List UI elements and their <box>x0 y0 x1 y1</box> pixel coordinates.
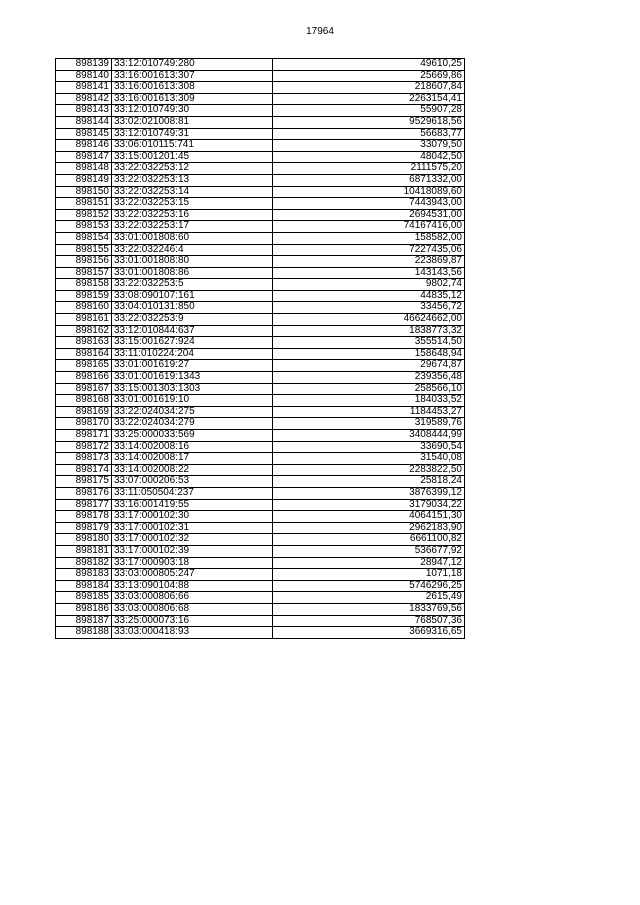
row-id-cell: 898142 <box>56 93 112 105</box>
value-cell: 7443943,00 <box>273 198 465 210</box>
cadastral-number-cell: 33:14:002008:22 <box>112 464 273 476</box>
table-row <box>56 360 465 372</box>
cadastral-number-cell: 33:25:000073:16 <box>112 615 273 627</box>
table-row <box>56 198 465 210</box>
row-id-cell: 898185 <box>56 592 112 604</box>
row-id-cell: 898173 <box>56 453 112 465</box>
row-id-cell: 898169 <box>56 406 112 418</box>
row-id-cell: 898174 <box>56 464 112 476</box>
cadastral-number-cell: 33:22:032253:15 <box>112 198 273 210</box>
page-number: 17964 <box>306 26 334 37</box>
table-row <box>56 557 465 569</box>
row-id-cell: 898165 <box>56 360 112 372</box>
cadastral-number-cell: 33:14:002008:16 <box>112 441 273 453</box>
table-row <box>56 441 465 453</box>
cadastral-number-cell: 33:03:000806:66 <box>112 592 273 604</box>
row-id-cell: 898139 <box>56 59 112 71</box>
row-id-cell: 898178 <box>56 511 112 523</box>
table-row <box>56 82 465 94</box>
cadastral-number-cell: 33:22:032253:5 <box>112 279 273 291</box>
cadastral-number-cell: 33:16:001613:309 <box>112 93 273 105</box>
data-table <box>55 58 465 639</box>
cadastral-number-cell: 33:17:000102:32 <box>112 534 273 546</box>
value-cell: 2263154,41 <box>273 93 465 105</box>
row-id-cell: 898167 <box>56 383 112 395</box>
row-id-cell: 898161 <box>56 314 112 326</box>
cadastral-number-cell: 33:11:010224:204 <box>112 348 273 360</box>
row-id-cell: 898166 <box>56 372 112 384</box>
cadastral-number-cell: 33:22:032253:17 <box>112 221 273 233</box>
table-row <box>56 337 465 349</box>
value-cell: 1184453,27 <box>273 406 465 418</box>
cadastral-number-cell: 33:17:000903:18 <box>112 557 273 569</box>
cadastral-number-cell: 33:01:001808:86 <box>112 267 273 279</box>
cadastral-number-cell: 33:16:001419:55 <box>112 499 273 511</box>
cadastral-number-cell: 33:07:000206:53 <box>112 476 273 488</box>
cadastral-number-cell: 33:11:050504:237 <box>112 487 273 499</box>
row-id-cell: 898186 <box>56 603 112 615</box>
cadastral-number-cell: 33:03:000418:93 <box>112 627 273 639</box>
cadastral-number-cell: 33:01:001808:60 <box>112 232 273 244</box>
row-id-cell: 898179 <box>56 522 112 534</box>
row-id-cell: 898150 <box>56 186 112 198</box>
cadastral-number-cell: 33:12:010844:637 <box>112 325 273 337</box>
cadastral-number-cell: 33:12:010749:280 <box>112 59 273 71</box>
cadastral-number-cell: 33:03:000805:247 <box>112 569 273 581</box>
table-row <box>56 232 465 244</box>
value-cell: 31540,08 <box>273 453 465 465</box>
value-cell: 768507,36 <box>273 615 465 627</box>
cadastral-number-cell: 33:14:002008:17 <box>112 453 273 465</box>
row-id-cell: 898156 <box>56 256 112 268</box>
value-cell: 223869,87 <box>273 256 465 268</box>
value-cell: 158582,00 <box>273 232 465 244</box>
cadastral-number-cell: 33:22:024034:279 <box>112 418 273 430</box>
value-cell: 1071,18 <box>273 569 465 581</box>
row-id-cell: 898155 <box>56 244 112 256</box>
value-cell: 1833769,56 <box>273 603 465 615</box>
value-cell: 9802,74 <box>273 279 465 291</box>
table-row <box>56 116 465 128</box>
value-cell: 6661100,82 <box>273 534 465 546</box>
table-row <box>56 70 465 82</box>
cadastral-number-cell: 33:13:090104:88 <box>112 580 273 592</box>
table-row <box>56 464 465 476</box>
table-row <box>56 430 465 442</box>
row-id-cell: 898162 <box>56 325 112 337</box>
cadastral-number-cell: 33:04:010131:850 <box>112 302 273 314</box>
value-cell: 2962183,90 <box>273 522 465 534</box>
row-id-cell: 898147 <box>56 151 112 163</box>
row-id-cell: 898164 <box>56 348 112 360</box>
value-cell: 6871332,00 <box>273 174 465 186</box>
table-row <box>56 221 465 233</box>
table-row <box>56 325 465 337</box>
value-cell: 184033,52 <box>273 395 465 407</box>
table-row <box>56 534 465 546</box>
cadastral-number-cell: 33:17:000102:31 <box>112 522 273 534</box>
cadastral-number-cell: 33:01:001619:10 <box>112 395 273 407</box>
row-id-cell: 898163 <box>56 337 112 349</box>
row-id-cell: 898143 <box>56 105 112 117</box>
cadastral-number-cell: 33:12:010749:30 <box>112 105 273 117</box>
row-id-cell: 898176 <box>56 487 112 499</box>
table-row <box>56 302 465 314</box>
cadastral-number-cell: 33:22:032253:13 <box>112 174 273 186</box>
table-row <box>56 395 465 407</box>
cadastral-number-cell: 33:22:032246:4 <box>112 244 273 256</box>
value-cell: 319589,76 <box>273 418 465 430</box>
value-cell: 355514,50 <box>273 337 465 349</box>
table-body <box>56 59 465 639</box>
cadastral-number-cell: 33:06:010115:741 <box>112 140 273 152</box>
row-id-cell: 898171 <box>56 430 112 442</box>
cadastral-number-cell: 33:15:001627:924 <box>112 337 273 349</box>
cadastral-number-cell: 33:16:001613:307 <box>112 70 273 82</box>
table-row <box>56 256 465 268</box>
table-row <box>56 372 465 384</box>
row-id-cell: 898172 <box>56 441 112 453</box>
table-row <box>56 569 465 581</box>
table-row <box>56 615 465 627</box>
value-cell: 5746296,25 <box>273 580 465 592</box>
table-row <box>56 383 465 395</box>
table-row <box>56 522 465 534</box>
value-cell: 2615,49 <box>273 592 465 604</box>
row-id-cell: 898146 <box>56 140 112 152</box>
value-cell: 55907,28 <box>273 105 465 117</box>
value-cell: 218607,84 <box>273 82 465 94</box>
table-row <box>56 418 465 430</box>
row-id-cell: 898170 <box>56 418 112 430</box>
row-id-cell: 898168 <box>56 395 112 407</box>
row-id-cell: 898159 <box>56 290 112 302</box>
value-cell: 143143,56 <box>273 267 465 279</box>
cadastral-number-cell: 33:22:024034:275 <box>112 406 273 418</box>
table-row <box>56 545 465 557</box>
value-cell: 7227435,06 <box>273 244 465 256</box>
cadastral-number-cell: 33:22:032253:14 <box>112 186 273 198</box>
row-id-cell: 898144 <box>56 116 112 128</box>
table-row <box>56 279 465 291</box>
value-cell: 3408444,99 <box>273 430 465 442</box>
row-id-cell: 898153 <box>56 221 112 233</box>
row-id-cell: 898151 <box>56 198 112 210</box>
cadastral-number-cell: 33:12:010749:31 <box>112 128 273 140</box>
value-cell: 9529618,56 <box>273 116 465 128</box>
value-cell: 4064151,30 <box>273 511 465 523</box>
cadastral-number-cell: 33:22:032253:9 <box>112 314 273 326</box>
value-cell: 46624662,00 <box>273 314 465 326</box>
value-cell: 3669316,65 <box>273 627 465 639</box>
cadastral-number-cell: 33:17:000102:39 <box>112 545 273 557</box>
value-cell: 28947,12 <box>273 557 465 569</box>
table-row <box>56 209 465 221</box>
value-cell: 49610,25 <box>273 59 465 71</box>
value-cell: 48042,50 <box>273 151 465 163</box>
table-row <box>56 174 465 186</box>
cadastral-number-cell: 33:22:032253:12 <box>112 163 273 175</box>
row-id-cell: 898184 <box>56 580 112 592</box>
value-cell: 74167416,00 <box>273 221 465 233</box>
value-cell: 10418089,60 <box>273 186 465 198</box>
table-row <box>56 128 465 140</box>
row-id-cell: 898148 <box>56 163 112 175</box>
cadastral-number-cell: 33:22:032253:16 <box>112 209 273 221</box>
cadastral-number-cell: 33:08:090107:161 <box>112 290 273 302</box>
row-id-cell: 898181 <box>56 545 112 557</box>
table-row <box>56 511 465 523</box>
row-id-cell: 898141 <box>56 82 112 94</box>
row-id-cell: 898160 <box>56 302 112 314</box>
table-row <box>56 186 465 198</box>
value-cell: 239356,48 <box>273 372 465 384</box>
value-cell: 29674,87 <box>273 360 465 372</box>
value-cell: 3876399,12 <box>273 487 465 499</box>
table-row <box>56 453 465 465</box>
row-id-cell: 898182 <box>56 557 112 569</box>
cadastral-number-cell: 33:03:000806:68 <box>112 603 273 615</box>
row-id-cell: 898140 <box>56 70 112 82</box>
table-row <box>56 163 465 175</box>
value-cell: 33456,72 <box>273 302 465 314</box>
value-cell: 1838773,32 <box>273 325 465 337</box>
table-row <box>56 267 465 279</box>
table-row <box>56 406 465 418</box>
row-id-cell: 898188 <box>56 627 112 639</box>
table-row <box>56 499 465 511</box>
row-id-cell: 898180 <box>56 534 112 546</box>
value-cell: 25669,86 <box>273 70 465 82</box>
row-id-cell: 898177 <box>56 499 112 511</box>
row-id-cell: 898187 <box>56 615 112 627</box>
value-cell: 33690,54 <box>273 441 465 453</box>
row-id-cell: 898175 <box>56 476 112 488</box>
table-row <box>56 592 465 604</box>
table-row <box>56 290 465 302</box>
row-id-cell: 898152 <box>56 209 112 221</box>
table-row <box>56 105 465 117</box>
cadastral-number-cell: 33:16:001613:308 <box>112 82 273 94</box>
row-id-cell: 898154 <box>56 232 112 244</box>
value-cell: 25818,24 <box>273 476 465 488</box>
table-row <box>56 314 465 326</box>
row-id-cell: 898157 <box>56 267 112 279</box>
value-cell: 44835,12 <box>273 290 465 302</box>
value-cell: 2111575,20 <box>273 163 465 175</box>
table-row <box>56 140 465 152</box>
table-row <box>56 151 465 163</box>
table-row <box>56 580 465 592</box>
table-row <box>56 627 465 639</box>
value-cell: 56683,77 <box>273 128 465 140</box>
table-row <box>56 487 465 499</box>
table-row <box>56 603 465 615</box>
value-cell: 258566,10 <box>273 383 465 395</box>
row-id-cell: 898149 <box>56 174 112 186</box>
value-cell: 158648,94 <box>273 348 465 360</box>
cadastral-number-cell: 33:01:001619:1343 <box>112 372 273 384</box>
row-id-cell: 898158 <box>56 279 112 291</box>
table-row <box>56 59 465 71</box>
cadastral-number-cell: 33:01:001808:80 <box>112 256 273 268</box>
cadastral-number-cell: 33:02:021008:81 <box>112 116 273 128</box>
cadastral-number-cell: 33:15:001303:1303 <box>112 383 273 395</box>
value-cell: 3179034,22 <box>273 499 465 511</box>
table-row <box>56 476 465 488</box>
cadastral-number-cell: 33:25:000033:569 <box>112 430 273 442</box>
row-id-cell: 898183 <box>56 569 112 581</box>
table-row <box>56 93 465 105</box>
value-cell: 2283822,50 <box>273 464 465 476</box>
cadastral-number-cell: 33:15:001201:45 <box>112 151 273 163</box>
value-cell: 2694531,00 <box>273 209 465 221</box>
cadastral-number-cell: 33:01:001619:27 <box>112 360 273 372</box>
table-row <box>56 244 465 256</box>
value-cell: 33079,50 <box>273 140 465 152</box>
value-cell: 536677,92 <box>273 545 465 557</box>
row-id-cell: 898145 <box>56 128 112 140</box>
table-row <box>56 348 465 360</box>
cadastral-number-cell: 33:17:000102:30 <box>112 511 273 523</box>
